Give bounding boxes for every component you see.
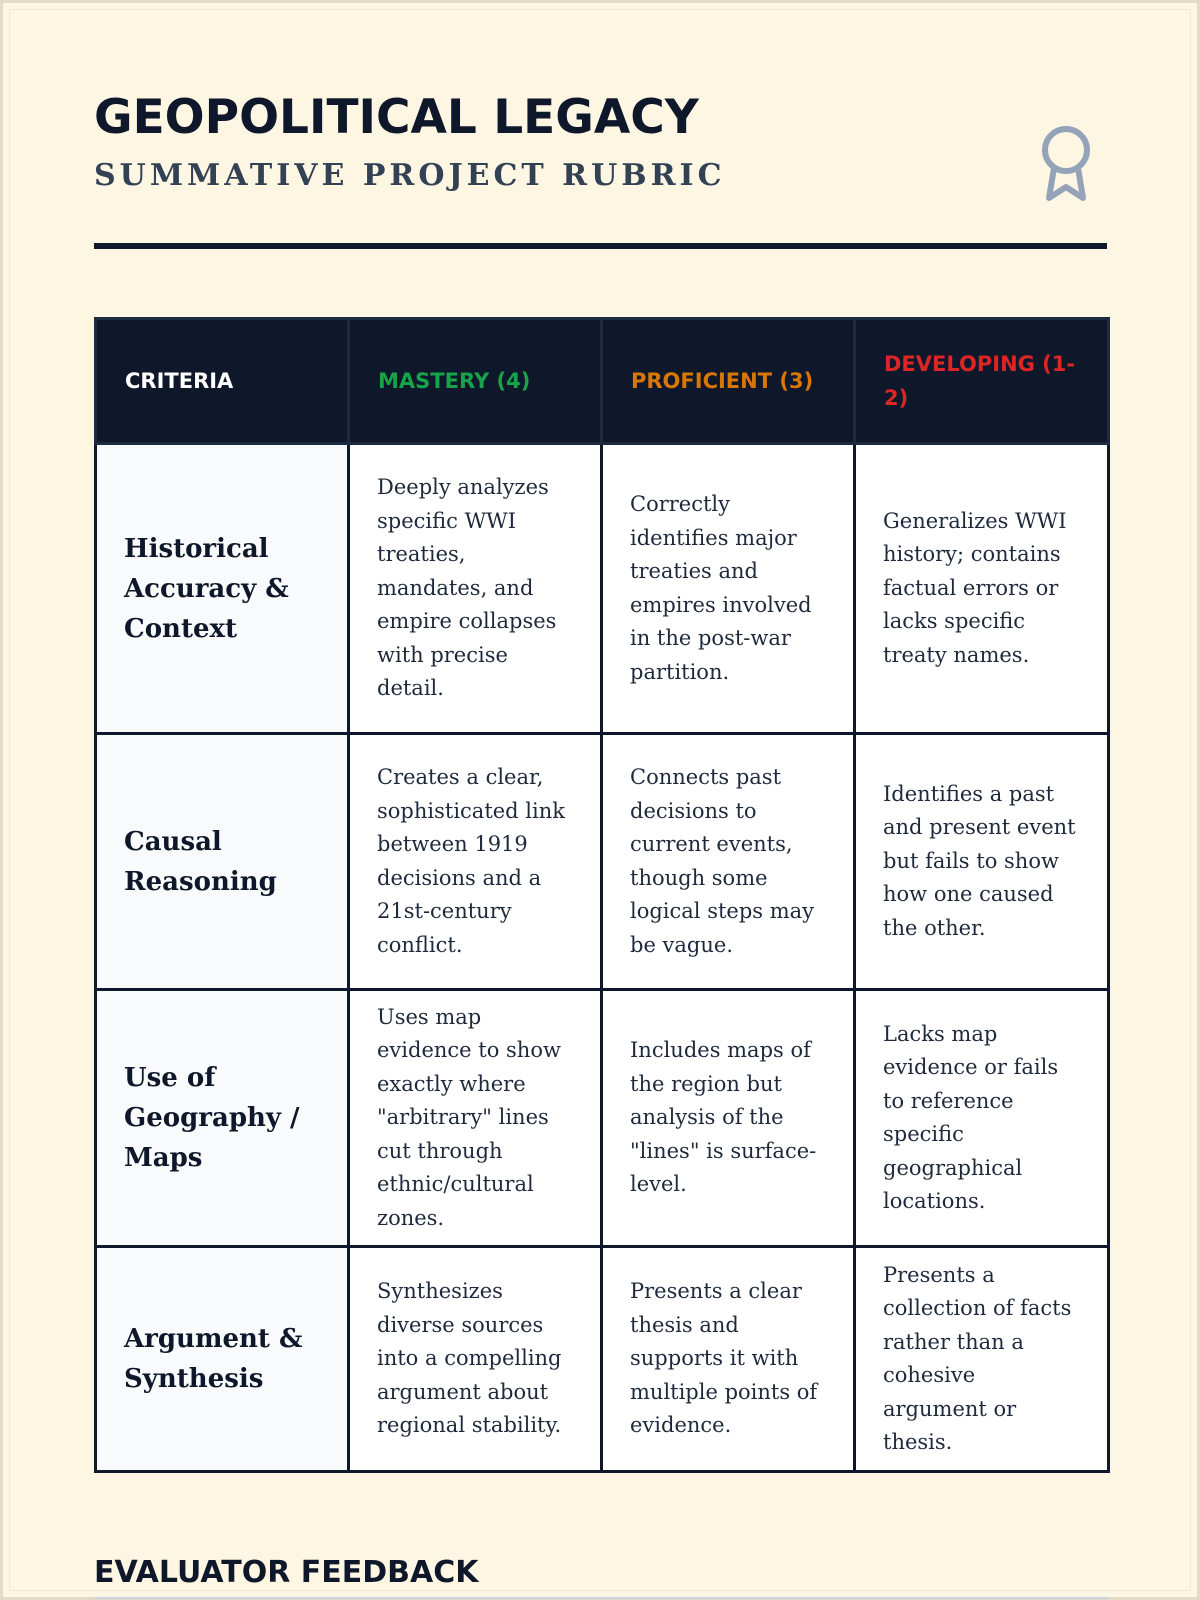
rubric-row-argument-synthesis [96,1247,1109,1472]
proficient-cell: Includes maps of the region but analysis of the "lines" is surface-level. [602,990,855,1247]
criteria-cell: Use of Geography / Maps [96,990,349,1247]
mastery-cell: Synthesizes diverse sources into a compelling argument about regional stability. [349,1247,602,1472]
proficient-cell: Correctly identifies major treaties and empires involved in the post-war partition. [602,444,855,734]
mastery-cell: Creates a clear, sophisticated link between 1919 decisions and a 21st-century conflict. [349,734,602,990]
document-header [94,88,1107,196]
page-subtitle: SUMMATIVE PROJECT RUBRIC [94,158,726,193]
criteria-cell: Historical Accuracy & Context [96,444,349,734]
proficient-cell: Connects past decisions to current events, though some logical steps may be vague. [602,734,855,990]
header-developing: DEVELOPING (1-2) [855,319,1109,444]
criteria-cell: Causal Reasoning [96,734,349,990]
criteria-cell: Argument & Synthesis [96,1247,349,1472]
award-ribbon-icon [1038,124,1094,204]
rubric-row-geography-maps [96,990,1109,1247]
rubric-table [94,317,1110,1473]
page-title: GEOPOLITICAL LEGACY [94,90,699,145]
developing-cell: Generalizes WWI history; contains factual errors or lacks specific treaty names. [855,444,1109,734]
developing-cell: Lacks map evidence or fails to reference specific geographical locations. [855,990,1109,1247]
proficient-cell: Presents a clear thesis and supports it with multiple points of evidence. [602,1247,855,1472]
mastery-cell: Deeply analyzes specific WWI treaties, mandates, and empire collapses with precise detail. [349,444,602,734]
rubric-row-historical-accuracy [96,444,1109,734]
feedback-divider [94,1597,1107,1599]
developing-cell: Identifies a past and present event but fails to show how one caused the other. [855,734,1109,990]
rubric-header-row [96,319,1109,444]
header-criteria: CRITERIA [96,319,349,444]
rubric-row-causal-reasoning [96,734,1109,990]
developing-cell: Presents a collection of facts rather than a cohesive argument or thesis. [855,1247,1109,1472]
mastery-cell: Uses map evidence to show exactly where "arbitrary" lines cut through ethnic/cultural zones. [349,990,602,1247]
evaluator-feedback-heading: EVALUATOR FEEDBACK [94,1555,479,1590]
header-mastery: MASTERY (4) [349,319,602,444]
header-proficient: PROFICIENT (3) [602,319,855,444]
header-divider [94,243,1107,249]
